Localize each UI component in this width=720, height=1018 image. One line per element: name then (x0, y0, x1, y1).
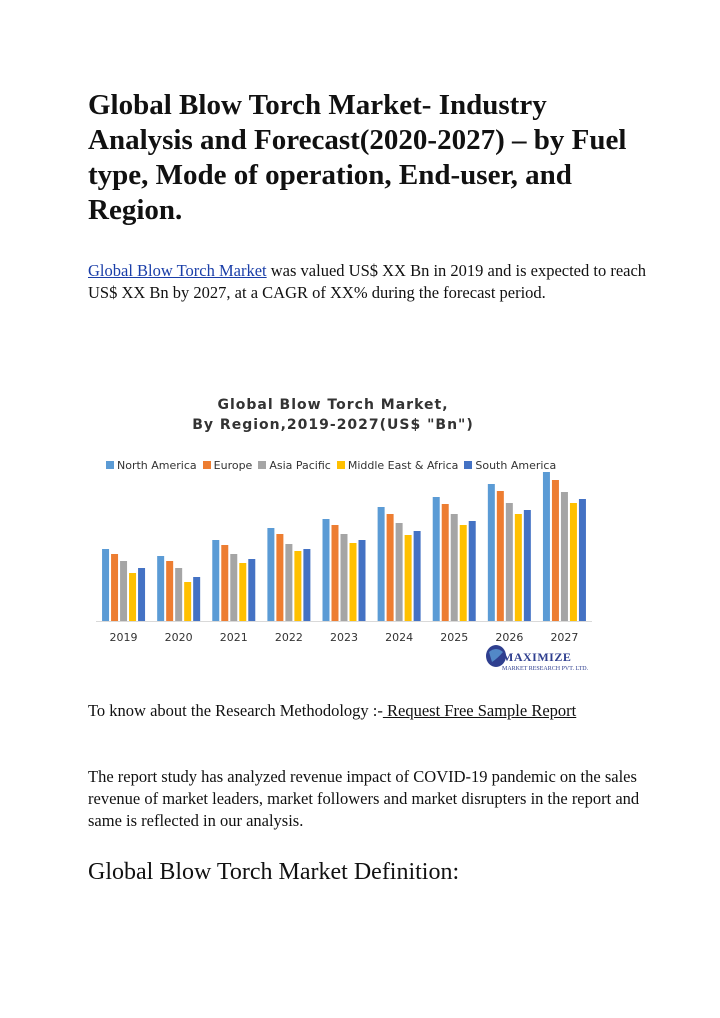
x-tick-label: 2021 (219, 631, 248, 644)
bar-south-america-2020 (193, 577, 200, 621)
bar-europe-2022 (276, 534, 283, 621)
bar-europe-2019 (111, 554, 118, 621)
chart-title-line1: Global Blow Torch Market, (217, 397, 449, 413)
maximize-logo (484, 638, 594, 678)
bar-north-america-2023 (323, 519, 330, 621)
bar-middle-east-africa-2019 (129, 573, 136, 621)
bar-south-america-2025 (469, 521, 476, 621)
x-tick-label: 2019 (109, 631, 138, 644)
bar-europe-2023 (332, 525, 339, 621)
intro-paragraph (88, 260, 648, 304)
bar-south-america-2024 (414, 531, 421, 621)
bar-asia-pacific-2023 (341, 534, 348, 621)
bar-south-america-2023 (359, 540, 366, 621)
bar-south-america-2019 (138, 568, 145, 621)
bar-middle-east-africa-2024 (405, 535, 412, 621)
market-link[interactable]: Global Blow Torch Market (88, 261, 267, 280)
bar-middle-east-africa-2025 (460, 525, 467, 621)
bar-europe-2027 (552, 480, 559, 621)
bar-south-america-2026 (524, 510, 531, 621)
x-tick-label: 2023 (330, 631, 358, 644)
intro-text: was valued US$ XX Bn in 2019 and is expected to reach US$ XX Bn by 2027, at a CAGR of XX% during the forecast period. (88, 261, 647, 302)
document-title: Global Blow Torch Market- Industry Analysis and Forecast(2020-2027) – by Fuel type, Mode of operation, End-user, and Region. (88, 89, 627, 226)
chart-title-line2: By Region,2019-2027(US$ "Bn") (192, 417, 474, 433)
bar-middle-east-africa-2023 (350, 543, 357, 621)
bar-asia-pacific-2027 (561, 492, 568, 621)
bar-asia-pacific-2025 (451, 514, 458, 621)
bar-middle-east-africa-2027 (570, 503, 577, 621)
bar-asia-pacific-2022 (285, 544, 292, 621)
bar-europe-2020 (166, 561, 173, 621)
x-tick-label: 2027 (550, 631, 579, 644)
bar-asia-pacific-2021 (230, 554, 237, 621)
bar-north-america-2019 (102, 549, 109, 621)
legend-label: Asia Pacific (269, 459, 331, 472)
bar-europe-2024 (387, 514, 394, 621)
x-tick-label: 2020 (164, 631, 193, 644)
legend-label: Europe (213, 459, 253, 472)
bar-europe-2025 (442, 504, 449, 621)
methodology-paragraph (88, 700, 648, 722)
methodology-text: To know about the Research Methodology :- (88, 701, 383, 720)
bar-north-america-2027 (543, 472, 550, 621)
logo-subtitle: MARKET RESEARCH PVT. LTD. (502, 666, 589, 672)
covid-paragraph: The report study has analyzed revenue impact of COVID-19 pandemic on the sales revenue of market leaders, market followers and market disrupters in the report and same is reflected in our analysis. (88, 767, 640, 830)
bar-middle-east-africa-2026 (515, 514, 522, 621)
bar-middle-east-africa-2022 (294, 551, 301, 621)
bar-north-america-2020 (157, 556, 164, 621)
legend-label: Middle East & Africa (347, 459, 459, 472)
bar-europe-2021 (221, 545, 228, 621)
bar-north-america-2024 (378, 507, 385, 621)
bar-north-america-2025 (433, 497, 440, 621)
bar-south-america-2027 (579, 499, 586, 621)
bar-middle-east-africa-2020 (184, 582, 191, 621)
bar-south-america-2021 (248, 559, 255, 621)
legend-label: South America (475, 459, 557, 472)
x-tick-label: 2026 (495, 631, 524, 644)
bar-asia-pacific-2019 (120, 561, 127, 621)
bar-north-america-2021 (212, 540, 219, 621)
bar-asia-pacific-2024 (396, 523, 403, 621)
x-tick-label: 2022 (274, 631, 303, 644)
bar-europe-2026 (497, 491, 504, 621)
bar-asia-pacific-2020 (175, 568, 182, 621)
x-tick-label: 2024 (385, 631, 414, 644)
x-tick-label: 2025 (440, 631, 469, 644)
bar-south-america-2022 (303, 549, 310, 621)
definition-heading: Global Blow Torch Market Definition: (88, 859, 460, 885)
bar-north-america-2022 (267, 528, 274, 621)
request-sample-link[interactable]: Request Free Sample Report (382, 701, 577, 720)
logo-name: MAXIMIZE (502, 650, 572, 664)
bar-middle-east-africa-2021 (239, 563, 246, 621)
bar-north-america-2026 (488, 484, 495, 621)
bar-asia-pacific-2026 (506, 503, 513, 621)
legend-label: North America (117, 459, 197, 472)
